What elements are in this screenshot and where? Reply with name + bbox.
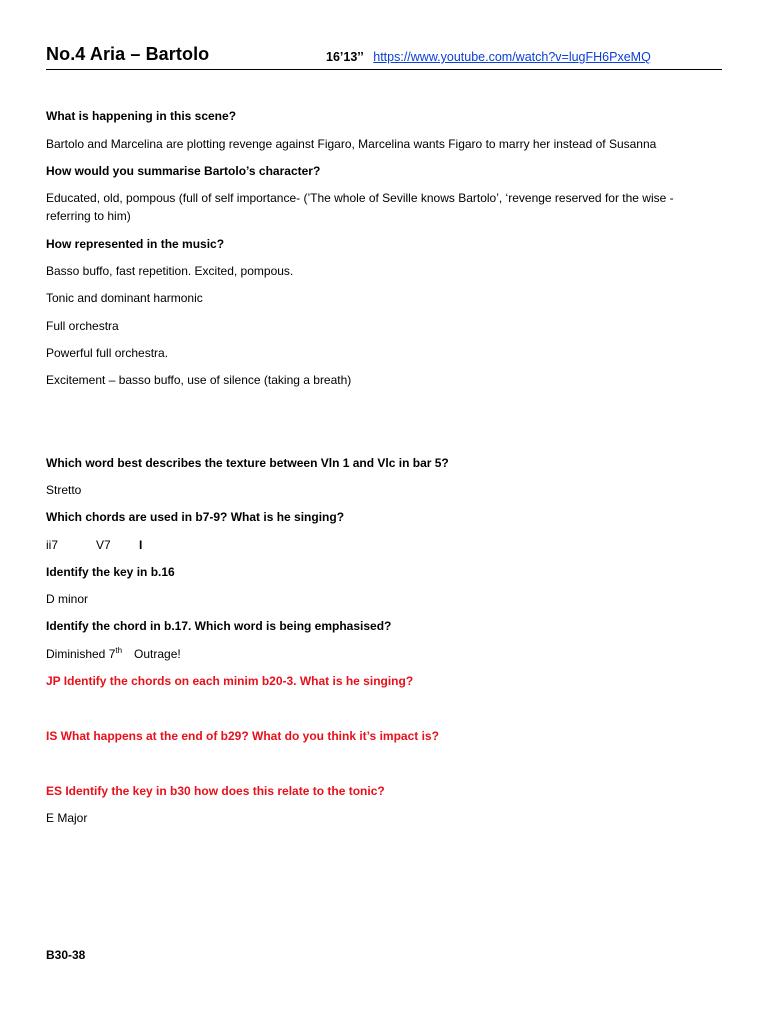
answer-chords-b7-9 <box>46 536 722 554</box>
chord-ii7: ii7 <box>46 538 59 552</box>
answer-chord-name: Diminished 7 <box>46 647 116 661</box>
answer-music-4: Powerful full orchestra. <box>46 346 169 360</box>
question-scene: What is happening in this scene? <box>46 109 237 123</box>
question-is-end-b29: IS What happens at the end of b29? What do you think it’s impact is? <box>46 729 439 743</box>
answer-chord-superscript: th <box>115 646 123 655</box>
answer-texture: Stretto <box>46 483 82 497</box>
answer-chord-b17 <box>46 645 722 663</box>
footer-bars: B30-38 <box>46 948 86 962</box>
chord-i: I <box>139 538 143 552</box>
question-key-b16: Identify the key in b.16 <box>46 565 175 579</box>
youtube-link[interactable]: https://www.youtube.com/watch?v=lugFH6PxeMQ <box>373 50 651 64</box>
answer-character: Educated, old, pompous (full of self importance- (’The whole of Seville knows Bartolo’, ‘revenge reserved for the wise -referring to him) <box>46 191 674 223</box>
question-music: How represented in the music? <box>46 237 225 251</box>
answer-music-5: Excitement – basso buffo, use of silence (taking a breath) <box>46 373 352 387</box>
question-texture: Which word best describes the texture between Vln 1 and Vlc in bar 5? <box>46 456 449 470</box>
question-es-key-b30: ES Identify the key in b30 how does this relate to the tonic? <box>46 784 385 798</box>
question-chord-b17: Identify the chord in b.17. Which word is being emphasised? <box>46 619 392 633</box>
answer-music-2: Tonic and dominant harmonic <box>46 291 203 305</box>
header-source <box>326 50 651 64</box>
timestamp: 16’13’’ <box>326 50 364 64</box>
chord-v7: V7 <box>96 538 111 552</box>
answer-music-3: Full orchestra <box>46 319 119 333</box>
answer-scene: Bartolo and Marcelina are plotting revenge against Figaro, Marcelina wants Figaro to marry her instead of Susanna <box>46 137 657 151</box>
answer-key-b30: E Major <box>46 811 88 825</box>
answer-music-1: Basso buffo, fast repetition. Excited, pompous. <box>46 264 294 278</box>
answer-key-b16: D minor <box>46 592 89 606</box>
question-character: How would you summarise Bartolo’s character? <box>46 164 321 178</box>
document-title: No.4 Aria – Bartolo <box>46 44 210 64</box>
question-chords-b7-9: Which chords are used in b7-9? What is he singing? <box>46 510 345 524</box>
document-header <box>46 44 722 70</box>
answer-emphasised-word: Outrage! <box>134 647 181 661</box>
question-jp-chords: JP Identify the chords on each minim b20-3. What is he singing? <box>46 674 414 688</box>
